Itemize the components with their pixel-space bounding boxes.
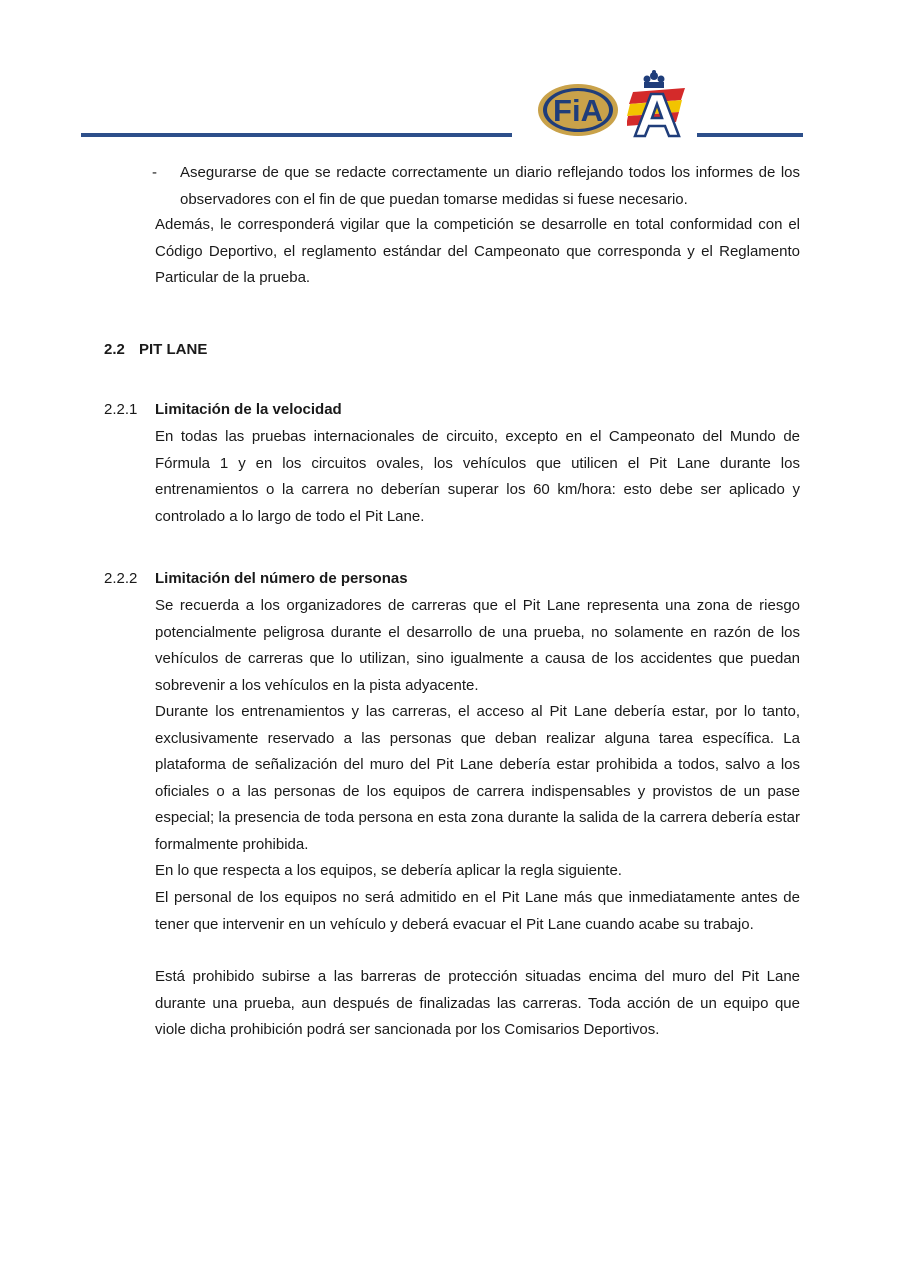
header-rule-right <box>697 133 803 137</box>
fia-logo-text: FiA <box>553 93 603 128</box>
sub2-paragraph-3: En lo que respecta a los equipos, se debería aplicar la regla siguiente. <box>155 862 622 879</box>
intro-paragraph: Además, le corresponderá vigilar que la competición se desarrolle en total conformidad con el Código Deportivo, el reglamento estándar del Campeonato que corresponda y el Reglamento Particular de la prueba. <box>155 216 800 287</box>
bullet-dash: - <box>152 164 157 181</box>
fia-logo <box>537 83 619 139</box>
sub2-paragraph-1: Se recuerda a los organizadores de carreras que el Pit Lane representa una zona de riesgo potencialmente peligrosa durante el desarrollo de una prueba, no solamente en razón de los vehículos de carreras que lo utilizan, sino igualmente a causa de los accidentes que puedan sobrevenir a los vehículos en la pista adyacente. <box>155 597 800 694</box>
sub2-paragraph-5: Está prohibido subirse a las barreras de protección situadas encima del muro del Pit Lane durante una prueba, aun después de finalizadas las carreras. Toda acción de un equipo que viole dicha prohibición podrá ser sancionada por los Comisarios Deportivos. <box>155 968 800 1039</box>
sub1-number: 2.2.1 <box>104 401 138 418</box>
intro-bullet <box>152 159 800 215</box>
sub2-number: 2.2.2 <box>104 570 138 587</box>
section-title: PIT LANE <box>139 341 208 358</box>
sub2-paragraph-2: Durante los entrenamientos y las carreras, el acceso al Pit Lane debería estar, por lo tanto, exclusivamente reservado a las personas que deban realizar alguna tarea específica. La plataforma de señalización del muro del Pit Lane debería estar prohibida a todos, salvo a los oficiales o a las personas de los equipos de carrera indispensables y provistos de un pase especial; la presencia de toda persona en esta zona durante la salida de la carrera debería estar formalmente prohibida. <box>155 703 800 853</box>
sub2-paragraph-4: El personal de los equipos no será admitido en el Pit Lane más que inmediatamente antes de tener que intervenir en un vehículo y deberá evacuar el Pit Lane cuando acabe su trabajo. <box>155 889 800 933</box>
section-number: 2.2 <box>104 341 125 358</box>
sub1-title: Limitación de la velocidad <box>155 401 342 418</box>
bullet-text: Asegurarse de que se redacte correctamente un diario reflejando todos los informes de los observadores con el fin de que puedan tomarse medidas si fuese necesario. <box>180 164 800 208</box>
sub1-body: En todas las pruebas internacionales de circuito, excepto en el Campeonato del Mundo de Fórmula 1 y en los circuitos ovales, los vehículos que utilicen el Pit Lane durante los entrenamientos o la carrera no deberían superar los 60 km/hora: esto debe ser aplicado y controlado a lo largo de todo el Pit Lane. <box>155 428 800 525</box>
rfeda-logo <box>627 70 689 138</box>
header-rule-left <box>81 133 512 137</box>
sub2-title: Limitación del número de personas <box>155 570 408 587</box>
